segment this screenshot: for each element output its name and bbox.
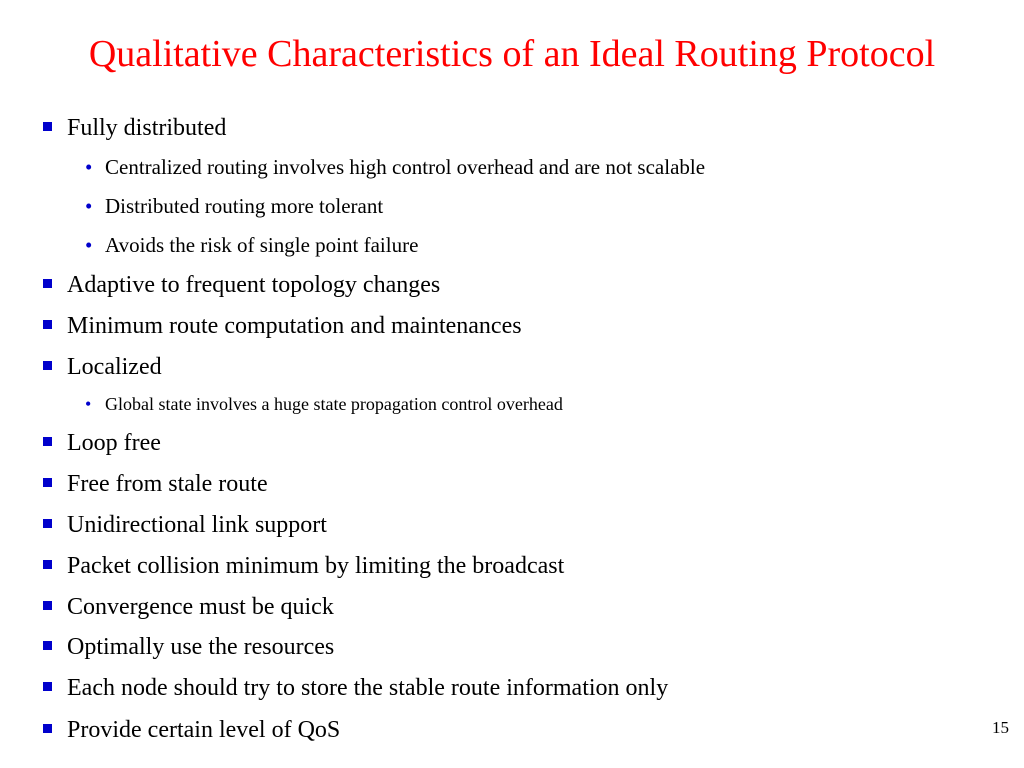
sub-bullet-text: Centralized routing involves high control overhead and are not scalable	[105, 155, 706, 179]
bullet-item	[67, 673, 668, 703]
square-bullet-icon	[43, 641, 52, 650]
bullet-text: Optimally use the resources	[67, 634, 335, 660]
bullet-text: Provide certain level of QoS	[67, 717, 341, 743]
square-bullet-icon	[43, 519, 52, 528]
bullet-text: Fully distributed	[67, 115, 227, 141]
bullet-item	[67, 551, 564, 581]
square-bullet-icon	[43, 361, 52, 370]
sub-bullet-item	[85, 232, 419, 258]
round-bullet-icon: •	[85, 155, 93, 179]
page-number: 15	[992, 718, 1009, 737]
bullet-text: Localized	[67, 354, 162, 380]
bullet-item	[67, 469, 268, 499]
bullet-text: Free from stale route	[67, 471, 268, 497]
sub-bullet-text: Distributed routing more tolerant	[105, 194, 384, 218]
sub-bullet-item	[85, 193, 384, 219]
square-bullet-icon	[43, 724, 52, 733]
bullet-item	[67, 113, 226, 143]
square-bullet-icon	[43, 122, 52, 131]
bullet-item	[67, 352, 162, 382]
bullet-text: Convergence must be quick	[67, 594, 334, 620]
bullet-item	[67, 632, 334, 662]
bullet-item	[67, 592, 334, 622]
round-bullet-icon: •	[85, 394, 92, 414]
bullet-item	[67, 715, 340, 745]
bullet-item	[67, 428, 161, 458]
square-bullet-icon	[43, 682, 52, 691]
sub-bullet-text: Avoids the risk of single point failure	[105, 233, 419, 257]
bullet-text: Adaptive to frequent topology changes	[67, 272, 441, 298]
square-bullet-icon	[43, 279, 52, 288]
slide-title: Qualitative Characteristics of an Ideal Routing Protocol	[88, 33, 936, 75]
bullet-text: Each node should try to store the stable route information only	[67, 675, 669, 701]
bullet-text: Packet collision minimum by limiting the broadcast	[67, 553, 565, 579]
bullet-text: Loop free	[67, 430, 161, 456]
round-bullet-icon: •	[85, 194, 93, 218]
sub-bullet-item	[85, 392, 563, 416]
sub-bullet-text: Global state involves a huge state propagation control overhead	[105, 394, 563, 414]
square-bullet-icon	[43, 601, 52, 610]
round-bullet-icon: •	[85, 233, 93, 257]
bullet-text: Minimum route computation and maintenances	[67, 313, 522, 339]
bullet-item	[67, 270, 440, 300]
square-bullet-icon	[43, 320, 52, 329]
square-bullet-icon	[43, 478, 52, 487]
bullet-item	[67, 510, 327, 540]
sub-bullet-item	[85, 154, 706, 180]
bullet-text: Unidirectional link support	[67, 512, 327, 538]
bullet-item	[67, 311, 522, 341]
square-bullet-icon	[43, 560, 52, 569]
square-bullet-icon	[43, 437, 52, 446]
